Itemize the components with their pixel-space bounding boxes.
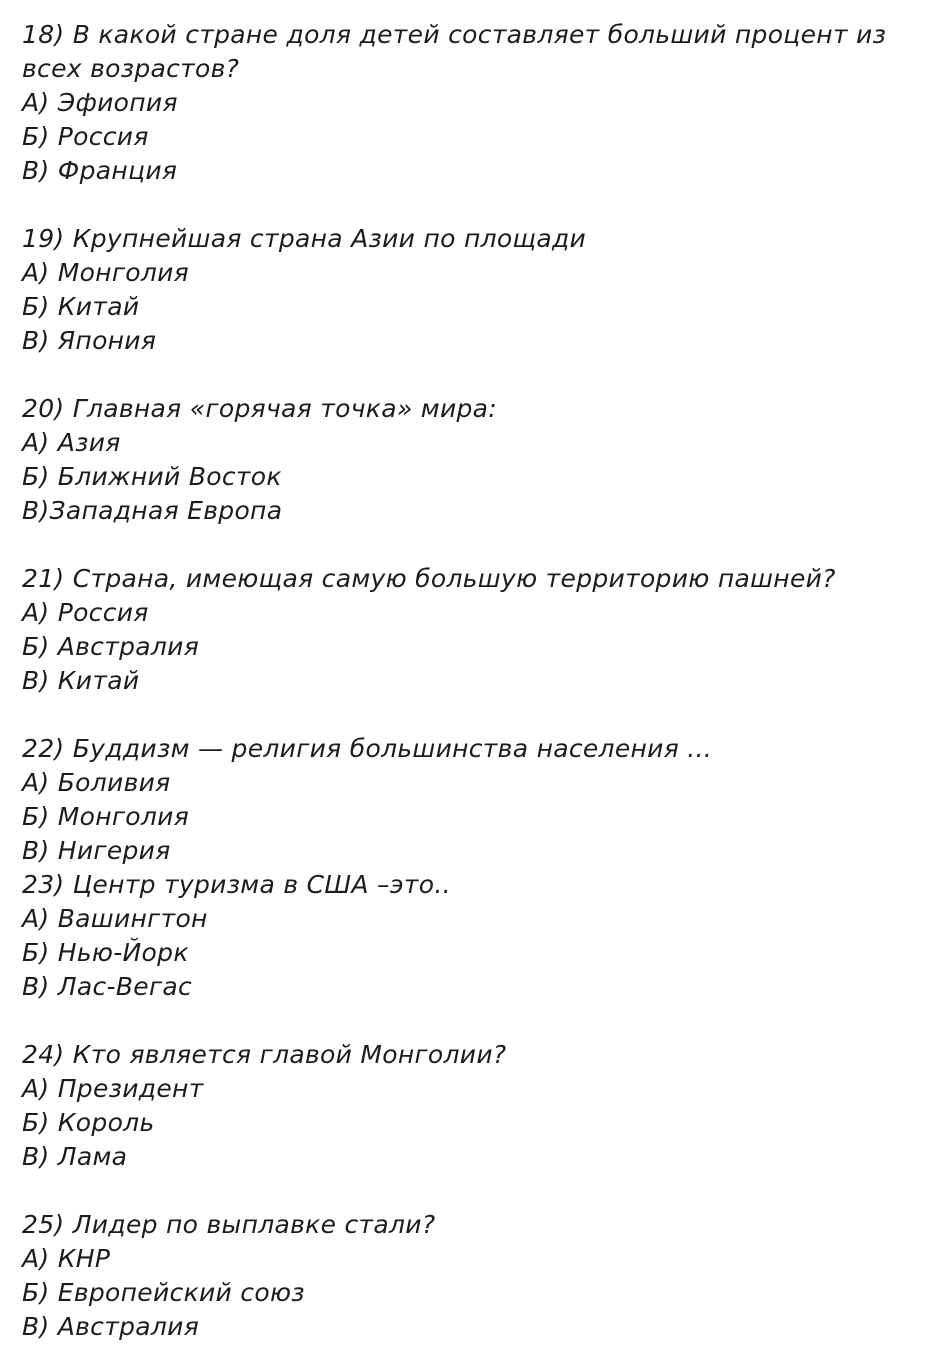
question-block bbox=[22, 18, 922, 188]
question-text: 19) Крупнейшая страна Азии по площади bbox=[22, 224, 587, 253]
question-block bbox=[22, 868, 922, 1004]
answer-option: В) Лама bbox=[22, 1142, 128, 1171]
question-text: 25) Лидер по выплавке стали? bbox=[22, 1210, 436, 1239]
answer-option: А) КНР bbox=[22, 1244, 111, 1273]
question-block bbox=[22, 562, 922, 698]
answer-option: А) Азия bbox=[22, 428, 121, 457]
question-block bbox=[22, 732, 922, 868]
question-text: 21) Страна, имеющая самую большую территорию пашней? bbox=[22, 564, 836, 593]
answer-option: Б) Россия bbox=[22, 122, 149, 151]
question-text: 20) Главная «горячая точка» мира: bbox=[22, 394, 498, 423]
question-text: 18) В какой стране доля детей составляет больший процент из всех возрастов? bbox=[22, 20, 887, 83]
quiz-sheet bbox=[22, 18, 922, 1344]
answer-option: В) Китай bbox=[22, 666, 140, 695]
question-text: 23) Центр туризма в США –это.. bbox=[22, 870, 451, 899]
answer-option: А) Президент bbox=[22, 1074, 204, 1103]
question-text: 24) Кто является главой Монголии? bbox=[22, 1040, 507, 1069]
answer-option: А) Боливия bbox=[22, 768, 171, 797]
answer-option: Б) Король bbox=[22, 1108, 155, 1137]
answer-option: Б) Европейский союз bbox=[22, 1278, 305, 1307]
spacer bbox=[22, 698, 922, 732]
question-block bbox=[22, 392, 922, 528]
answer-option: А) Монголия bbox=[22, 258, 190, 287]
question-block bbox=[22, 1038, 922, 1174]
answer-option: В)Западная Европа bbox=[22, 496, 283, 525]
answer-option: В) Лас-Вегас bbox=[22, 972, 193, 1001]
answer-option: А) Вашингтон bbox=[22, 904, 208, 933]
question-block bbox=[22, 1208, 922, 1344]
spacer bbox=[22, 358, 922, 392]
answer-option: Б) Монголия bbox=[22, 802, 190, 831]
answer-option: В) Нигерия bbox=[22, 836, 171, 865]
answer-option: В) Япония bbox=[22, 326, 157, 355]
spacer bbox=[22, 1004, 922, 1038]
question-text: 22) Буддизм — религия большинства населения ... bbox=[22, 734, 713, 763]
answer-option: В) Австралия bbox=[22, 1312, 200, 1341]
spacer bbox=[22, 528, 922, 562]
answer-option: А) Россия bbox=[22, 598, 149, 627]
answer-option: Б) Китай bbox=[22, 292, 140, 321]
spacer bbox=[22, 188, 922, 222]
answer-option: Б) Австралия bbox=[22, 632, 200, 661]
answer-option: А) Эфиопия bbox=[22, 88, 178, 117]
question-block bbox=[22, 222, 922, 358]
answer-option: Б) Ближний Восток bbox=[22, 462, 282, 491]
answer-option: Б) Нью-Йорк bbox=[22, 938, 189, 967]
answer-option: В) Франция bbox=[22, 156, 178, 185]
spacer bbox=[22, 1174, 922, 1208]
